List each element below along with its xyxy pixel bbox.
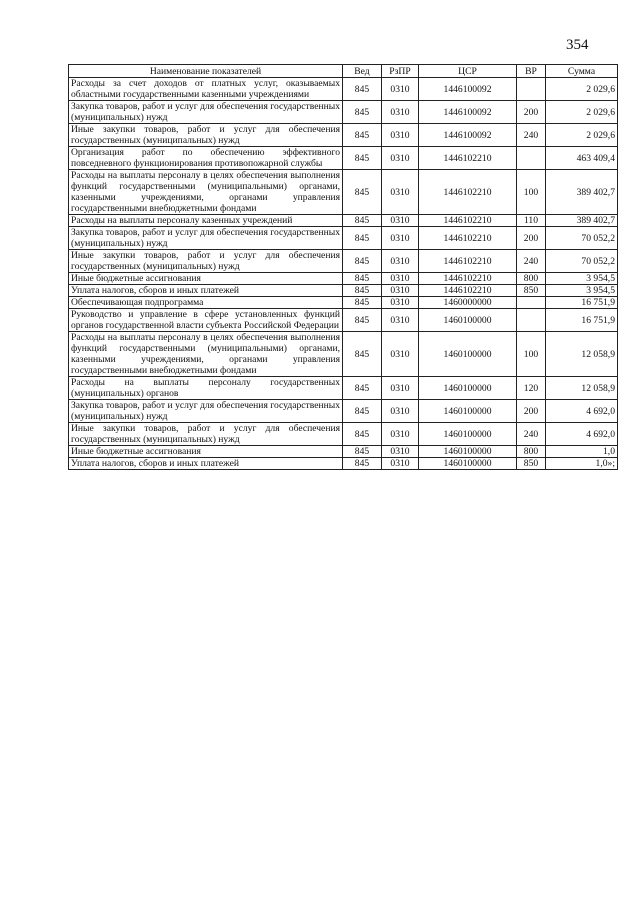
cell-rzpr: 0310 [382,332,419,377]
header-name: Наименование показателей [69,65,343,78]
cell-csr: 1460100000 [419,309,517,332]
cell-name: Расходы на выплаты персоналу в целях обеспечения выполнения функций государственными (муниципальными) органами, казенными учреждениями, органами управления государственными внебюджетными фондами [69,170,343,215]
cell-rzpr: 0310 [382,101,419,124]
cell-rzpr: 0310 [382,227,419,250]
cell-name: Обеспечивающая подпрограмма [69,297,343,309]
cell-name: Иные закупки товаров, работ и услуг для обеспечения государственных (муниципальных) нужд [69,423,343,446]
cell-csr: 1446102210 [419,215,517,227]
cell-ved: 845 [343,227,382,250]
table-row [69,309,618,332]
header-csr: ЦСР [419,65,517,78]
cell-csr: 1446100092 [419,124,517,147]
table-row [69,377,618,400]
cell-ved: 845 [343,215,382,227]
cell-vr [517,78,546,101]
cell-csr: 1460100000 [419,423,517,446]
table-row [69,78,618,101]
cell-name: Уплата налогов, сборов и иных платежей [69,458,343,470]
table-row [69,147,618,170]
header-rzpr: РзПР [382,65,419,78]
cell-sum: 2 029,6 [546,124,618,147]
cell-vr: 800 [517,273,546,285]
table-header-row [69,65,618,78]
cell-name: Иные закупки товаров, работ и услуг для обеспечения государственных (муниципальных) нужд [69,250,343,273]
cell-rzpr: 0310 [382,215,419,227]
cell-ved: 845 [343,285,382,297]
cell-csr: 1460100000 [419,377,517,400]
cell-vr [517,309,546,332]
table-row [69,227,618,250]
page-number: 354 [566,37,589,53]
cell-rzpr: 0310 [382,78,419,101]
cell-ved: 845 [343,400,382,423]
cell-rzpr: 0310 [382,309,419,332]
cell-csr: 1460100000 [419,458,517,470]
cell-name: Иные бюджетные ассигнования [69,273,343,285]
cell-sum: 1,0»; [546,458,618,470]
table-row [69,458,618,470]
budget-table [68,64,618,470]
cell-ved: 845 [343,297,382,309]
table-row [69,297,618,309]
table-row [69,250,618,273]
cell-name: Закупка товаров, работ и услуг для обеспечения государственных (муниципальных) нужд [69,227,343,250]
table-row [69,285,618,297]
cell-rzpr: 0310 [382,458,419,470]
cell-vr [517,297,546,309]
cell-csr: 1446100092 [419,101,517,124]
cell-csr: 1460100000 [419,332,517,377]
cell-name: Закупка товаров, работ и услуг для обеспечения государственных (муниципальных) нужд [69,400,343,423]
cell-rzpr: 0310 [382,124,419,147]
cell-sum: 1,0 [546,446,618,458]
cell-name: Расходы за счет доходов от платных услуг, оказываемых областными государственными казенными учреждениями [69,78,343,101]
cell-sum: 16 751,9 [546,297,618,309]
cell-name: Расходы на выплаты персоналу в целях обеспечения выполнения функций государственными (муниципальными) органами, казенными учреждениями, органами управления государственными внебюджетными фондами [69,332,343,377]
cell-sum: 12 058,9 [546,377,618,400]
cell-vr: 110 [517,215,546,227]
cell-name: Иные бюджетные ассигнования [69,446,343,458]
cell-name: Уплата налогов, сборов и иных платежей [69,285,343,297]
cell-sum: 3 954,5 [546,285,618,297]
cell-name: Руководство и управление в сфере установленных функций органов государственной власти субъекта Российской Федерации [69,309,343,332]
table-row [69,170,618,215]
cell-name: Закупка товаров, работ и услуг для обеспечения государственных (муниципальных) нужд [69,101,343,124]
cell-sum: 70 052,2 [546,227,618,250]
cell-ved: 845 [343,273,382,285]
cell-sum: 16 751,9 [546,309,618,332]
header-vr: ВР [517,65,546,78]
cell-sum: 2 029,6 [546,101,618,124]
table-row [69,101,618,124]
header-ved: Вед [343,65,382,78]
cell-csr: 1446102210 [419,285,517,297]
table-body [69,78,618,470]
cell-csr: 1460000000 [419,297,517,309]
cell-sum: 389 402,7 [546,170,618,215]
cell-vr: 240 [517,423,546,446]
cell-rzpr: 0310 [382,285,419,297]
cell-csr: 1446100092 [419,78,517,101]
cell-csr: 1460100000 [419,400,517,423]
cell-rzpr: 0310 [382,400,419,423]
table-row [69,215,618,227]
cell-rzpr: 0310 [382,423,419,446]
cell-vr: 850 [517,285,546,297]
cell-sum: 463 409,4 [546,147,618,170]
cell-ved: 845 [343,250,382,273]
cell-csr: 1446102210 [419,170,517,215]
cell-rzpr: 0310 [382,377,419,400]
cell-ved: 845 [343,124,382,147]
cell-vr: 200 [517,101,546,124]
cell-ved: 845 [343,446,382,458]
cell-csr: 1446102210 [419,273,517,285]
cell-sum: 2 029,6 [546,78,618,101]
cell-rzpr: 0310 [382,446,419,458]
cell-ved: 845 [343,377,382,400]
cell-vr: 800 [517,446,546,458]
cell-rzpr: 0310 [382,170,419,215]
cell-sum: 12 058,9 [546,332,618,377]
cell-csr: 1446102210 [419,227,517,250]
header-sum: Сумма [546,65,618,78]
cell-ved: 845 [343,78,382,101]
cell-name: Иные закупки товаров, работ и услуг для обеспечения государственных (муниципальных) нужд [69,124,343,147]
table-row [69,446,618,458]
table-row [69,332,618,377]
cell-sum: 4 692,0 [546,400,618,423]
cell-ved: 845 [343,332,382,377]
cell-sum: 389 402,7 [546,215,618,227]
cell-ved: 845 [343,101,382,124]
cell-name: Расходы на выплаты персоналу государственных (муниципальных) органов [69,377,343,400]
cell-ved: 845 [343,309,382,332]
cell-ved: 845 [343,170,382,215]
cell-vr: 200 [517,400,546,423]
table-row [69,124,618,147]
cell-vr: 240 [517,250,546,273]
cell-vr: 100 [517,332,546,377]
table-row [69,400,618,423]
cell-vr: 120 [517,377,546,400]
cell-sum: 4 692,0 [546,423,618,446]
cell-vr [517,147,546,170]
cell-ved: 845 [343,147,382,170]
table-row [69,423,618,446]
cell-name: Расходы на выплаты персоналу казенных учреждений [69,215,343,227]
cell-name: Организация работ по обеспечению эффективного повседневного функционирования противопожарной службы [69,147,343,170]
cell-vr: 200 [517,227,546,250]
cell-csr: 1446102210 [419,250,517,273]
cell-rzpr: 0310 [382,147,419,170]
cell-sum: 70 052,2 [546,250,618,273]
cell-vr: 100 [517,170,546,215]
cell-rzpr: 0310 [382,297,419,309]
cell-vr: 240 [517,124,546,147]
cell-vr: 850 [517,458,546,470]
cell-sum: 3 954,5 [546,273,618,285]
cell-ved: 845 [343,458,382,470]
cell-csr: 1460100000 [419,446,517,458]
cell-rzpr: 0310 [382,273,419,285]
cell-rzpr: 0310 [382,250,419,273]
cell-ved: 845 [343,423,382,446]
table-row [69,273,618,285]
cell-csr: 1446102210 [419,147,517,170]
